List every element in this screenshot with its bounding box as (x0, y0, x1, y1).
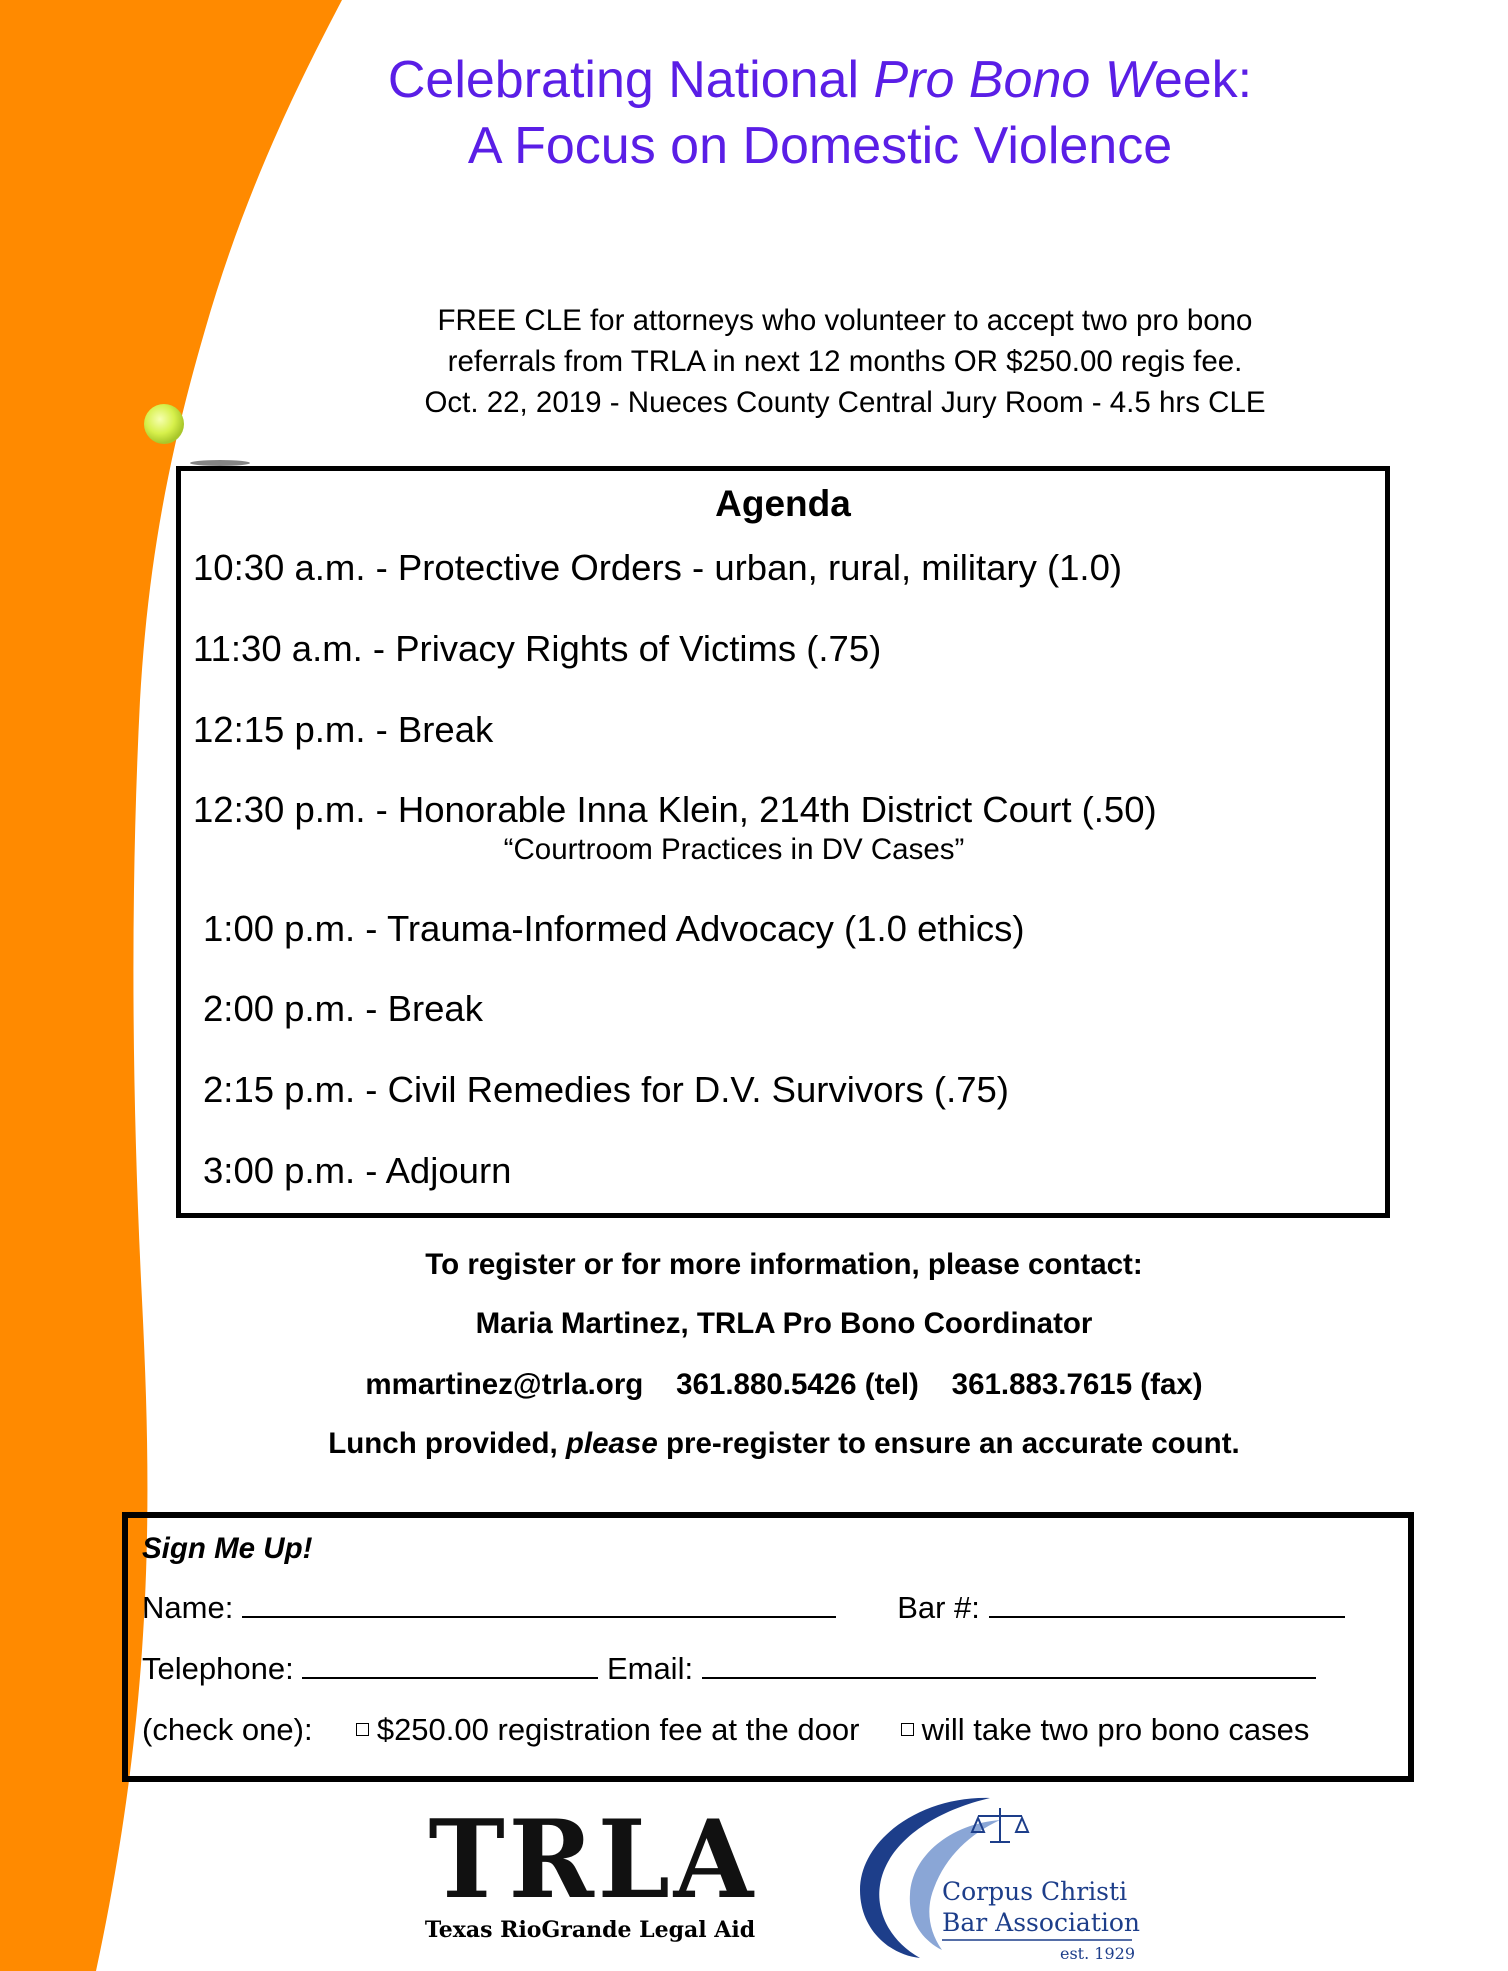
intro-line-3: Oct. 22, 2019 - Nueces County Central Jury Room - 4.5 hrs CLE (424, 386, 1266, 419)
agenda-heading: Agenda (715, 483, 851, 524)
lunch-note (0, 1427, 1508, 1461)
registration-fee-checkbox[interactable] (356, 1723, 369, 1736)
bar-number-field[interactable] (989, 1590, 1345, 1618)
trla-logo-subtitle: Texas RioGrande Legal Aid (424, 1917, 756, 1943)
agenda-item: 11:30 a.m. - Privacy Rights of Victims (.75) (193, 628, 882, 669)
agenda-item-subtitle: “Courtroom Practices in DV Cases” (503, 833, 965, 866)
lunch-italic: please (565, 1427, 658, 1460)
agenda-item: 2:15 p.m. - Civil Remedies for D.V. Survivors (.75) (203, 1069, 1009, 1110)
email-field[interactable] (702, 1651, 1316, 1679)
email-label: Email: (606, 1651, 694, 1686)
ccba-logo-name (942, 1876, 1140, 1938)
contact-details (0, 1368, 1508, 1402)
intro-line-1: FREE CLE for attorneys who volunteer to accept two pro bono (437, 304, 1253, 337)
agenda-item: 2:00 p.m. - Break (203, 988, 483, 1029)
contact-coordinator: Maria Martinez, TRLA Pro Bono Coordinator (475, 1307, 1093, 1340)
trla-logo (420, 1797, 760, 1955)
title-prefix: Celebrating National (387, 51, 874, 109)
contact-email[interactable]: mmartinez@trla.org (365, 1368, 644, 1401)
bar-label: Bar #: (897, 1590, 980, 1625)
contact-phone[interactable]: 361.880.5426 (tel) (676, 1368, 919, 1401)
title-line-2: A Focus on Domestic Violence (467, 117, 1173, 175)
name-field[interactable] (242, 1590, 836, 1618)
name-label: Name: (142, 1590, 234, 1625)
telephone-label: Telephone: (142, 1651, 294, 1686)
agenda-item: 10:30 a.m. - Protective Orders - urban, rural, military (1.0) (193, 547, 1123, 588)
scales-of-justice-icon (972, 1808, 1028, 1842)
registration-fee-option: $250.00 registration fee at the door (376, 1712, 860, 1747)
ccba-established: est. 1929 (1060, 1944, 1135, 1963)
ccba-logo (850, 1790, 1150, 1963)
ccba-name-line-1: Corpus Christi (942, 1877, 1128, 1906)
contact-line-1: To register or for more information, please contact: (425, 1248, 1143, 1281)
agenda-item: 12:15 p.m. - Break (193, 709, 494, 750)
telephone-field[interactable] (302, 1651, 598, 1679)
intro-line-2: referrals from TRLA in next 12 months OR $250.00 regis fee. (447, 345, 1243, 378)
contact-fax: 361.883.7615 (fax) (951, 1368, 1203, 1401)
lunch-prefix: Lunch provided, (328, 1427, 566, 1460)
title-suffix: eek: (1153, 51, 1253, 109)
agenda-item: 3:00 p.m. - Adjourn (203, 1150, 512, 1191)
signup-form (122, 1512, 1414, 1782)
pro-bono-cases-option: will take two pro bono cases (921, 1712, 1310, 1747)
check-one-label: (check one): (142, 1712, 313, 1747)
agenda-item: 1:00 p.m. - Trauma-Informed Advocacy (1.0 ethics) (203, 908, 1025, 949)
title-italic: Pro Bono W (873, 51, 1154, 109)
lunch-suffix: pre-register to ensure an accurate count. (657, 1427, 1240, 1460)
signup-title: Sign Me Up! (142, 1532, 313, 1565)
trla-logo-wordmark: TRLA (428, 1797, 758, 1923)
agenda-item: 12:30 p.m. - Honorable Inna Klein, 214th District Court (.50) (193, 789, 1157, 830)
green-dot-decoration (144, 404, 184, 444)
signup-row-name (142, 1590, 1345, 1626)
signup-row-options (142, 1712, 1309, 1748)
ccba-name-line-2: Bar Association (942, 1908, 1141, 1937)
agenda-box (176, 466, 1390, 1218)
intro-text (340, 300, 1350, 423)
pro-bono-cases-checkbox[interactable] (901, 1723, 914, 1736)
signup-row-contact (142, 1651, 1316, 1687)
title-line-1 (0, 48, 1508, 112)
